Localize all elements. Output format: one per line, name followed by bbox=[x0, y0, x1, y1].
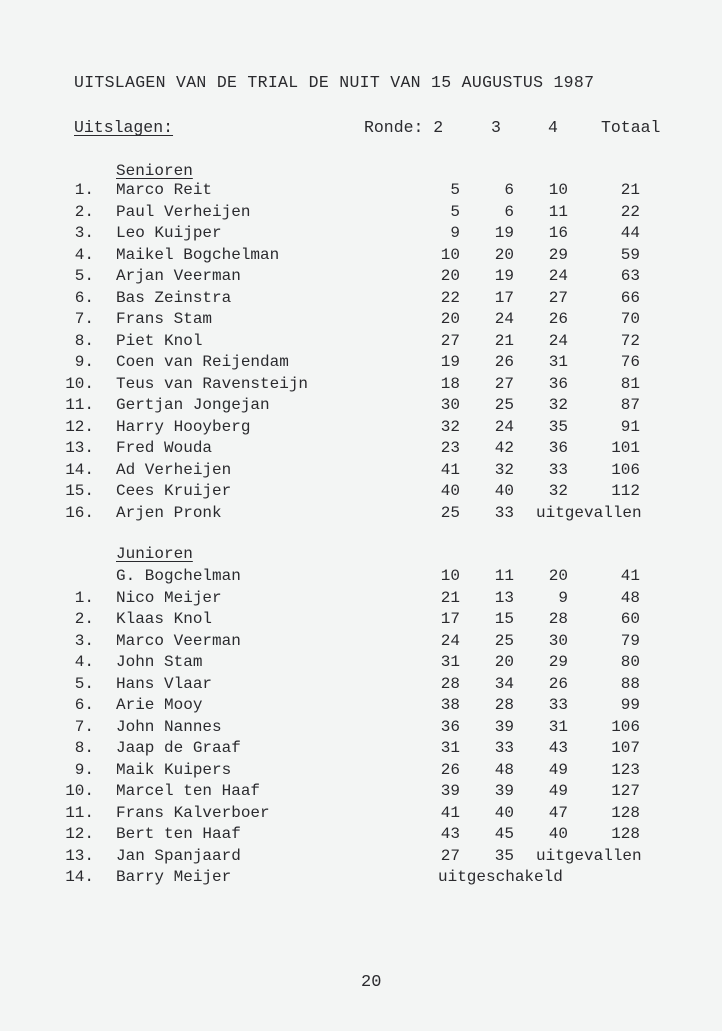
position-number: 16. bbox=[65, 503, 94, 522]
competitor-name: Jan Spanjaard bbox=[116, 846, 241, 865]
total-score: 44 bbox=[620, 224, 640, 242]
round-2-score: 5 bbox=[450, 202, 460, 221]
table-row bbox=[0, 804, 722, 826]
position-number: 8. bbox=[74, 739, 94, 757]
round-3-score: 40 bbox=[494, 803, 514, 822]
total-score: 72 bbox=[620, 331, 640, 350]
round-2-score: 38 bbox=[440, 696, 460, 714]
competitor-name: Leo Kuijper bbox=[116, 224, 222, 242]
table-row bbox=[0, 567, 722, 589]
table-row bbox=[0, 181, 722, 203]
round-4-score: 10 bbox=[548, 181, 568, 199]
total-score: 70 bbox=[620, 310, 640, 328]
position-number: 3. bbox=[74, 631, 94, 650]
round-4-score: 24 bbox=[548, 267, 568, 285]
position-number: 5. bbox=[74, 674, 94, 693]
competitor-name: John Nannes bbox=[116, 717, 222, 736]
total-score: 66 bbox=[620, 288, 640, 307]
position-number: 15. bbox=[65, 482, 94, 500]
competitor-name: Cees Kruijer bbox=[116, 482, 232, 500]
round-2-score: 40 bbox=[440, 482, 460, 500]
total-score: 87 bbox=[620, 396, 640, 414]
round-3-header: 3 bbox=[491, 118, 501, 137]
position-number: 7. bbox=[74, 717, 94, 736]
round-2-score: 27 bbox=[440, 331, 460, 350]
round-3-score: 40 bbox=[494, 482, 514, 500]
round-3-score: 6 bbox=[504, 202, 514, 221]
page-title: UITSLAGEN VAN DE TRIAL DE NUIT VAN 15 AUGUSTUS 1987 bbox=[74, 73, 595, 92]
table-row bbox=[0, 739, 722, 761]
total-score: 81 bbox=[620, 374, 640, 393]
round-4-score: 26 bbox=[548, 674, 568, 693]
table-row bbox=[0, 353, 722, 375]
round-2-score: 19 bbox=[440, 353, 460, 371]
competitor-name: Ad Verheijen bbox=[116, 460, 232, 479]
total-header: Totaal bbox=[601, 118, 661, 137]
round-3-score: 34 bbox=[494, 674, 514, 693]
round-3-score: 6 bbox=[504, 181, 514, 199]
round-4-score: 33 bbox=[548, 460, 568, 479]
total-score: 41 bbox=[620, 567, 640, 585]
round-3-score: 20 bbox=[494, 245, 514, 264]
round-4-score: 36 bbox=[548, 374, 568, 393]
position-number: 9. bbox=[74, 353, 94, 371]
round-3-score: 13 bbox=[494, 588, 514, 607]
position-number: 13. bbox=[65, 439, 94, 457]
round-2-score: 20 bbox=[440, 310, 460, 328]
round-2-score: 31 bbox=[440, 653, 460, 671]
round-3-score: 35 bbox=[494, 846, 514, 865]
total-score: 101 bbox=[611, 439, 640, 457]
position-number: 2. bbox=[74, 202, 94, 221]
round-3-score: 39 bbox=[494, 782, 514, 800]
round-3-score: 27 bbox=[494, 374, 514, 393]
competitor-name: Hans Vlaar bbox=[116, 674, 213, 693]
round-3-score: 28 bbox=[494, 696, 514, 714]
table-row bbox=[0, 246, 722, 268]
round-2-score: 10 bbox=[440, 567, 460, 585]
total-score: 127 bbox=[611, 782, 640, 800]
competitor-name: Fred Wouda bbox=[116, 439, 213, 457]
round-3-score: 39 bbox=[494, 717, 514, 736]
round-3-score: 20 bbox=[494, 653, 514, 671]
round-4-score: 32 bbox=[548, 482, 568, 500]
round-2-score: 24 bbox=[440, 631, 460, 650]
round-4-score: 35 bbox=[548, 417, 568, 436]
round-4-score: 29 bbox=[548, 245, 568, 264]
competitor-name: Maik Kuipers bbox=[116, 760, 232, 779]
position-number: 11. bbox=[65, 803, 94, 822]
total-score: 91 bbox=[620, 417, 640, 436]
table-row bbox=[0, 332, 722, 354]
ronde-header: Ronde: 2 bbox=[364, 118, 444, 137]
table-row bbox=[0, 589, 722, 611]
total-score: 22 bbox=[620, 202, 640, 221]
round-3-score: 45 bbox=[494, 825, 514, 843]
round-3-score: 25 bbox=[494, 631, 514, 650]
total-score: 76 bbox=[620, 353, 640, 371]
position-number: 14. bbox=[65, 868, 94, 886]
position-number: 14. bbox=[65, 460, 94, 479]
total-score: 88 bbox=[620, 674, 640, 693]
total-score: 80 bbox=[620, 653, 640, 671]
table-row bbox=[0, 825, 722, 847]
table-row bbox=[0, 847, 722, 869]
position-number: 10. bbox=[65, 374, 94, 393]
position-number: 4. bbox=[74, 653, 94, 671]
round-3-score: 19 bbox=[494, 267, 514, 285]
competitor-name: Paul Verheijen bbox=[116, 202, 251, 221]
round-4-score: 33 bbox=[548, 696, 568, 714]
round-2-score: 41 bbox=[440, 803, 460, 822]
table-row bbox=[0, 267, 722, 289]
status-note: uitgevallen bbox=[536, 846, 642, 865]
competitor-name: Frans Kalverboer bbox=[116, 803, 270, 822]
round-4-score: 11 bbox=[548, 202, 568, 221]
round-2-score: 5 bbox=[450, 181, 460, 199]
competitor-name: G. Bogchelman bbox=[116, 567, 241, 585]
position-number: 1. bbox=[74, 588, 94, 607]
round-4-score: 47 bbox=[548, 803, 568, 822]
round-2-score: 26 bbox=[440, 760, 460, 779]
round-2-score: 39 bbox=[440, 782, 460, 800]
competitor-name: Frans Stam bbox=[116, 310, 213, 328]
round-2-score: 20 bbox=[440, 267, 460, 285]
total-score: 112 bbox=[611, 482, 640, 500]
position-number: 9. bbox=[74, 760, 94, 779]
round-2-score: 22 bbox=[440, 288, 460, 307]
position-number: 8. bbox=[74, 331, 94, 350]
total-score: 106 bbox=[611, 460, 640, 479]
table-row bbox=[0, 439, 722, 461]
senioren-heading: Senioren bbox=[116, 162, 193, 180]
page-number: 20 bbox=[361, 973, 382, 992]
total-score: 48 bbox=[620, 588, 640, 607]
total-score: 59 bbox=[620, 245, 640, 264]
position-number: 3. bbox=[74, 224, 94, 242]
position-number: 11. bbox=[65, 396, 94, 414]
round-2-score: 30 bbox=[440, 396, 460, 414]
competitor-name: Arie Mooy bbox=[116, 696, 203, 714]
round-3-score: 24 bbox=[494, 310, 514, 328]
total-score: 128 bbox=[611, 825, 640, 843]
round-3-score: 32 bbox=[494, 460, 514, 479]
round-2-score: 28 bbox=[440, 674, 460, 693]
total-score: 128 bbox=[611, 803, 640, 822]
total-score: 107 bbox=[611, 739, 640, 757]
round-3-score: 48 bbox=[494, 760, 514, 779]
competitor-name: Marco Veerman bbox=[116, 631, 241, 650]
competitor-name: Bas Zeinstra bbox=[116, 288, 232, 307]
total-score: 79 bbox=[620, 631, 640, 650]
round-3-score: 26 bbox=[494, 353, 514, 371]
table-row bbox=[0, 203, 722, 225]
table-row bbox=[0, 675, 722, 697]
status-note: uitgeschakeld bbox=[438, 868, 563, 886]
table-row bbox=[0, 461, 722, 483]
round-2-score: 31 bbox=[440, 739, 460, 757]
table-row bbox=[0, 375, 722, 397]
round-3-score: 33 bbox=[494, 503, 514, 522]
competitor-name: Gertjan Jongejan bbox=[116, 396, 270, 414]
position-number: 6. bbox=[74, 696, 94, 714]
round-3-score: 24 bbox=[494, 417, 514, 436]
table-row bbox=[0, 653, 722, 675]
round-2-score: 43 bbox=[440, 825, 460, 843]
position-number: 4. bbox=[74, 245, 94, 264]
position-number: 12. bbox=[65, 417, 94, 436]
round-3-score: 19 bbox=[494, 224, 514, 242]
competitor-name: Coen van Reijendam bbox=[116, 353, 289, 371]
round-2-score: 23 bbox=[440, 439, 460, 457]
total-score: 123 bbox=[611, 760, 640, 779]
round-2-score: 9 bbox=[450, 224, 460, 242]
round-4-score: 36 bbox=[548, 439, 568, 457]
round-2-score: 25 bbox=[440, 503, 460, 522]
round-4-score: 31 bbox=[548, 353, 568, 371]
competitor-name: Nico Meijer bbox=[116, 588, 222, 607]
round-4-score: 9 bbox=[558, 588, 568, 607]
table-row bbox=[0, 761, 722, 783]
table-row bbox=[0, 782, 722, 804]
round-3-score: 42 bbox=[494, 439, 514, 457]
table-row bbox=[0, 610, 722, 632]
table-row bbox=[0, 396, 722, 418]
round-4-score: 24 bbox=[548, 331, 568, 350]
competitor-name: John Stam bbox=[116, 653, 203, 671]
round-4-score: 49 bbox=[548, 760, 568, 779]
round-4-score: 28 bbox=[548, 610, 568, 628]
table-row bbox=[0, 482, 722, 504]
junioren-heading: Junioren bbox=[116, 545, 193, 563]
competitor-name: Arjen Pronk bbox=[116, 503, 222, 522]
total-score: 21 bbox=[620, 181, 640, 199]
round-4-score: 32 bbox=[548, 396, 568, 414]
competitor-name: Marcel ten Haaf bbox=[116, 782, 261, 800]
round-4-header: 4 bbox=[548, 118, 558, 137]
position-number: 1. bbox=[74, 181, 94, 199]
table-row bbox=[0, 504, 722, 526]
round-2-score: 10 bbox=[440, 245, 460, 264]
total-score: 106 bbox=[611, 717, 640, 736]
round-2-score: 32 bbox=[440, 417, 460, 436]
round-2-score: 17 bbox=[440, 610, 460, 628]
position-number: 7. bbox=[74, 310, 94, 328]
competitor-name: Marco Reit bbox=[116, 181, 213, 199]
status-note: uitgevallen bbox=[536, 503, 642, 522]
round-2-score: 27 bbox=[440, 846, 460, 865]
round-3-score: 15 bbox=[494, 610, 514, 628]
results-label: Uitslagen: bbox=[74, 118, 174, 137]
round-4-score: 20 bbox=[548, 567, 568, 585]
round-2-score: 36 bbox=[440, 717, 460, 736]
position-number: 13. bbox=[65, 846, 94, 865]
competitor-name: Maikel Bogchelman bbox=[116, 245, 280, 264]
position-number: 12. bbox=[65, 825, 94, 843]
table-row bbox=[0, 289, 722, 311]
round-4-score: 31 bbox=[548, 717, 568, 736]
competitor-name: Klaas Knol bbox=[116, 610, 213, 628]
round-4-score: 29 bbox=[548, 653, 568, 671]
table-row bbox=[0, 868, 722, 890]
table-row bbox=[0, 310, 722, 332]
competitor-name: Jaap de Graaf bbox=[116, 739, 241, 757]
competitor-name: Teus van Ravensteijn bbox=[116, 374, 309, 393]
round-2-score: 41 bbox=[440, 460, 460, 479]
round-4-score: 26 bbox=[548, 310, 568, 328]
table-row bbox=[0, 718, 722, 740]
total-score: 60 bbox=[620, 610, 640, 628]
round-3-score: 25 bbox=[494, 396, 514, 414]
total-score: 99 bbox=[620, 696, 640, 714]
round-4-score: 30 bbox=[548, 631, 568, 650]
competitor-name: Harry Hooyberg bbox=[116, 417, 251, 436]
round-4-score: 40 bbox=[548, 825, 568, 843]
round-2-score: 21 bbox=[440, 588, 460, 607]
round-2-score: 18 bbox=[440, 374, 460, 393]
competitor-name: Bert ten Haaf bbox=[116, 825, 241, 843]
position-number: 5. bbox=[74, 267, 94, 285]
position-number: 10. bbox=[65, 782, 94, 800]
competitor-name: Barry Meijer bbox=[116, 868, 232, 886]
round-3-score: 33 bbox=[494, 739, 514, 757]
table-row bbox=[0, 632, 722, 654]
round-4-score: 27 bbox=[548, 288, 568, 307]
competitor-name: Arjan Veerman bbox=[116, 267, 241, 285]
round-3-score: 21 bbox=[494, 331, 514, 350]
round-4-score: 49 bbox=[548, 782, 568, 800]
table-row bbox=[0, 224, 722, 246]
table-row bbox=[0, 696, 722, 718]
round-3-score: 17 bbox=[494, 288, 514, 307]
total-score: 63 bbox=[620, 267, 640, 285]
competitor-name: Piet Knol bbox=[116, 331, 203, 350]
round-4-score: 43 bbox=[548, 739, 568, 757]
position-number: 6. bbox=[74, 288, 94, 307]
round-3-score: 11 bbox=[494, 567, 514, 585]
position-number: 2. bbox=[74, 610, 94, 628]
table-row bbox=[0, 418, 722, 440]
round-4-score: 16 bbox=[548, 224, 568, 242]
